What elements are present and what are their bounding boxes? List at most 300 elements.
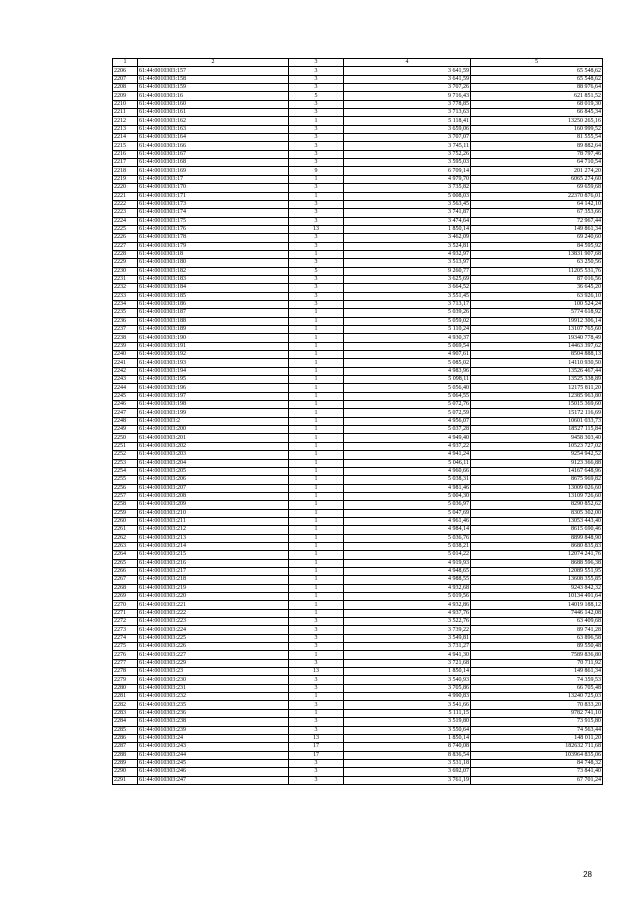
- cadastral-number-cell: 61:44:0010303:198: [138, 401, 289, 409]
- cadastral-value-cell: 63 409,68: [471, 618, 603, 626]
- table-row: [113, 75, 603, 83]
- specific-value-cell: 3 524,81: [344, 242, 471, 250]
- cadastral-number-cell: 61:44:0010303:239: [138, 726, 289, 734]
- cadastral-number-cell: 61:44:0010303:214: [138, 542, 289, 550]
- specific-value-cell: 5 038,31: [344, 476, 471, 484]
- group-cell: 1: [289, 467, 344, 475]
- cadastral-number-cell: 61:44:0010303:160: [138, 100, 289, 108]
- table-row: [113, 217, 603, 225]
- cadastral-value-cell: 13053 443,40: [471, 517, 603, 525]
- specific-value-cell: 1 850,14: [344, 225, 471, 233]
- specific-value-cell: 3 595,03: [344, 159, 471, 167]
- cadastral-value-cell: 13009 026,60: [471, 484, 603, 492]
- table-row: [113, 376, 603, 384]
- group-cell: 5: [289, 92, 344, 100]
- table-row: [113, 317, 603, 325]
- row-index-cell: 2277: [113, 659, 138, 667]
- cadastral-value-cell: 13107 765,60: [471, 326, 603, 334]
- cadastral-value-cell: 36 645,20: [471, 284, 603, 292]
- cadastral-number-cell: 61:44:0010303:235: [138, 701, 289, 709]
- group-cell: 1: [289, 317, 344, 325]
- table-row: [113, 509, 603, 517]
- specific-value-cell: 3 707,26: [344, 84, 471, 92]
- row-index-cell: 2249: [113, 426, 138, 434]
- table-row: [113, 250, 603, 258]
- cadastral-number-cell: 61:44:0010303:18: [138, 250, 289, 258]
- group-cell: 3: [289, 776, 344, 784]
- group-cell: 1: [289, 484, 344, 492]
- group-cell: 1: [289, 476, 344, 484]
- table-row: [113, 484, 603, 492]
- specific-value-cell: 4 983,96: [344, 367, 471, 375]
- group-cell: 1: [289, 584, 344, 592]
- row-index-cell: 2206: [113, 67, 138, 75]
- row-index-cell: 2238: [113, 334, 138, 342]
- group-cell: 3: [289, 100, 344, 108]
- table-row: [113, 367, 603, 375]
- cadastral-value-cell: 9782 741,10: [471, 709, 603, 717]
- table-row: [113, 351, 603, 359]
- group-cell: 3: [289, 142, 344, 150]
- row-index-cell: 2220: [113, 184, 138, 192]
- table-row: [113, 84, 603, 92]
- cadastral-number-cell: 61:44:0010303:226: [138, 643, 289, 651]
- specific-value-cell: 3 551,45: [344, 292, 471, 300]
- cadastral-value-cell: 9458 303,40: [471, 434, 603, 442]
- group-cell: 3: [289, 234, 344, 242]
- cadastral-number-cell: 61:44:0010303:178: [138, 234, 289, 242]
- cadastral-value-cell: 66 705,48: [471, 684, 603, 692]
- group-cell: 3: [289, 300, 344, 308]
- table-row: [113, 634, 603, 642]
- table-row: [113, 384, 603, 392]
- cadastral-value-cell: 65 548,62: [471, 67, 603, 75]
- group-cell: 1: [289, 559, 344, 567]
- group-cell: 5: [289, 267, 344, 275]
- cadastral-value-cell: 15172 116,69: [471, 409, 603, 417]
- cadastral-value-cell: 74 563,44: [471, 726, 603, 734]
- specific-value-cell: 3 752,26: [344, 150, 471, 158]
- specific-value-cell: 4 948,65: [344, 567, 471, 575]
- group-cell: 1: [289, 576, 344, 584]
- row-index-cell: 2248: [113, 417, 138, 425]
- cadastral-number-cell: 61:44:0010303:244: [138, 751, 289, 759]
- row-index-cell: 2287: [113, 743, 138, 751]
- group-cell: 1: [289, 417, 344, 425]
- cadastral-number-cell: 61:44:0010303:186: [138, 300, 289, 308]
- cadastral-number-cell: 61:44:0010303:224: [138, 626, 289, 634]
- cadastral-number-cell: 61:44:0010303:210: [138, 509, 289, 517]
- row-index-cell: 2221: [113, 192, 138, 200]
- cadastral-value-cell: 13608 355,85: [471, 576, 603, 584]
- cadastral-value-cell: 63 896,58: [471, 634, 603, 642]
- table-row: [113, 476, 603, 484]
- cadastral-number-cell: 61:44:0010303:191: [138, 342, 289, 350]
- specific-value-cell: 5 110,24: [344, 326, 471, 334]
- cadastral-value-cell: 11205 531,76: [471, 267, 603, 275]
- group-cell: 3: [289, 242, 344, 250]
- cadastral-value-cell: 14463 397,62: [471, 342, 603, 350]
- group-cell: 1: [289, 693, 344, 701]
- cadastral-number-cell: 61:44:0010303:232: [138, 693, 289, 701]
- cadastral-number-cell: 61:44:0010303:238: [138, 718, 289, 726]
- cadastral-value-cell: 149 861,34: [471, 668, 603, 676]
- group-cell: 1: [289, 117, 344, 125]
- specific-value-cell: 5 047,69: [344, 509, 471, 517]
- cadastral-number-cell: 61:44:0010303:176: [138, 225, 289, 233]
- specific-value-cell: 4 932,86: [344, 601, 471, 609]
- group-cell: 1: [289, 384, 344, 392]
- table-row: [113, 417, 603, 425]
- table-row: [113, 651, 603, 659]
- group-cell: 1: [289, 342, 344, 350]
- row-index-cell: 2266: [113, 567, 138, 575]
- row-index-cell: 2259: [113, 509, 138, 517]
- cadastral-number-cell: 61:44:0010303:173: [138, 200, 289, 208]
- cadastral-number-cell: 61:44:0010303:180: [138, 259, 289, 267]
- cadastral-value-cell: 70 833,20: [471, 701, 603, 709]
- page-number: 28: [583, 870, 592, 879]
- specific-value-cell: 5 036,76: [344, 534, 471, 542]
- row-index-cell: 2270: [113, 601, 138, 609]
- cadastral-value-cell: 19912 306,14: [471, 317, 603, 325]
- cadastral-number-cell: 61:44:0010303:245: [138, 759, 289, 767]
- specific-value-cell: 3 745,11: [344, 142, 471, 150]
- table-row: [113, 593, 603, 601]
- table-row: [113, 117, 603, 125]
- cadastral-number-cell: 61:44:0010303:206: [138, 476, 289, 484]
- group-cell: 1: [289, 501, 344, 509]
- table-row: [113, 534, 603, 542]
- specific-value-cell: 6 709,14: [344, 167, 471, 175]
- table-row: [113, 142, 603, 150]
- group-cell: 3: [289, 292, 344, 300]
- header-col-3: 3: [289, 59, 344, 67]
- cadastral-number-cell: 61:44:0010303:213: [138, 534, 289, 542]
- row-index-cell: 2227: [113, 242, 138, 250]
- group-cell: 1: [289, 175, 344, 183]
- group-cell: 1: [289, 334, 344, 342]
- cadastral-value-cell: 68 019,30: [471, 100, 603, 108]
- cadastral-number-cell: 61:44:0010303:205: [138, 467, 289, 475]
- table-row: [113, 326, 603, 334]
- cadastral-value-cell: 88 976,64: [471, 84, 603, 92]
- group-cell: 3: [289, 618, 344, 626]
- group-cell: 3: [289, 217, 344, 225]
- cadastral-number-cell: 61:44:0010303:194: [138, 367, 289, 375]
- table-row: [113, 684, 603, 692]
- cadastral-number-cell: 61:44:0010303:201: [138, 434, 289, 442]
- cadastral-number-cell: 61:44:0010303:203: [138, 451, 289, 459]
- header-col-4: 4: [344, 59, 471, 67]
- specific-value-cell: 3 664,52: [344, 284, 471, 292]
- row-index-cell: 2235: [113, 309, 138, 317]
- group-cell: 1: [289, 309, 344, 317]
- cadastral-number-cell: 61:44:0010303:212: [138, 526, 289, 534]
- specific-value-cell: 4 937,22: [344, 442, 471, 450]
- table-row: [113, 259, 603, 267]
- specific-value-cell: 3 474,64: [344, 217, 471, 225]
- row-index-cell: 2272: [113, 618, 138, 626]
- table-row: [113, 434, 603, 442]
- specific-value-cell: 5 069,54: [344, 342, 471, 350]
- specific-value-cell: 5 008,03: [344, 192, 471, 200]
- specific-value-cell: 5 111,15: [344, 709, 471, 717]
- specific-value-cell: 8 836,54: [344, 751, 471, 759]
- table-row: [113, 67, 603, 75]
- specific-value-cell: 3 761,19: [344, 776, 471, 784]
- row-index-cell: 2245: [113, 392, 138, 400]
- table-row: [113, 184, 603, 192]
- cadastral-number-cell: 61:44:0010303:171: [138, 192, 289, 200]
- row-index-cell: 2275: [113, 643, 138, 651]
- cadastral-value-cell: 149 861,34: [471, 225, 603, 233]
- row-index-cell: 2207: [113, 75, 138, 83]
- group-cell: 3: [289, 643, 344, 651]
- specific-value-cell: 5 038,21: [344, 542, 471, 550]
- cadastral-value-cell: 9254 942,52: [471, 451, 603, 459]
- cadastral-value-cell: 9123 366,88: [471, 459, 603, 467]
- cadastral-value-cell: 8680 835,83: [471, 542, 603, 550]
- cadastral-number-cell: 61:44:0010303:188: [138, 317, 289, 325]
- table-row: [113, 134, 603, 142]
- cadastral-number-cell: 61:44:0010303:230: [138, 676, 289, 684]
- table-row: [113, 643, 603, 651]
- row-index-cell: 2264: [113, 551, 138, 559]
- group-cell: 1: [289, 709, 344, 717]
- cadastral-number-cell: 61:44:0010303:174: [138, 209, 289, 217]
- table-row: [113, 668, 603, 676]
- specific-value-cell: 5 085,02: [344, 359, 471, 367]
- table-row: [113, 209, 603, 217]
- group-cell: 13: [289, 668, 344, 676]
- row-index-cell: 2209: [113, 92, 138, 100]
- cadastral-number-cell: 61:44:0010303:158: [138, 75, 289, 83]
- cadastral-number-cell: 61:44:0010303:193: [138, 359, 289, 367]
- row-index-cell: 2224: [113, 217, 138, 225]
- cadastral-number-cell: 61:44:0010303:168: [138, 159, 289, 167]
- row-index-cell: 2263: [113, 542, 138, 550]
- table-row: [113, 159, 603, 167]
- cadastral-value-cell: 78 797,46: [471, 150, 603, 158]
- cadastral-value-cell: 87 016,56: [471, 275, 603, 283]
- cadastral-value-cell: 13831 907,68: [471, 250, 603, 258]
- row-index-cell: 2229: [113, 259, 138, 267]
- group-cell: 1: [289, 542, 344, 550]
- specific-value-cell: 3 641,59: [344, 75, 471, 83]
- row-index-cell: 2260: [113, 517, 138, 525]
- group-cell: 1: [289, 651, 344, 659]
- row-index-cell: 2237: [113, 326, 138, 334]
- specific-value-cell: 3 721,68: [344, 659, 471, 667]
- specific-value-cell: 3 625,69: [344, 275, 471, 283]
- row-index-cell: 2273: [113, 626, 138, 634]
- specific-value-cell: 3 739,22: [344, 626, 471, 634]
- cadastral-value-cell: 70 711,92: [471, 659, 603, 667]
- table-row: [113, 92, 603, 100]
- group-cell: 1: [289, 526, 344, 534]
- table-row: [113, 467, 603, 475]
- table-row: [113, 776, 603, 784]
- cadastral-value-cell: 13526 467,44: [471, 367, 603, 375]
- group-cell: 3: [289, 259, 344, 267]
- table-row: [113, 609, 603, 617]
- cadastral-value-cell: 5774 618,92: [471, 309, 603, 317]
- row-index-cell: 2211: [113, 109, 138, 117]
- specific-value-cell: 5 037,28: [344, 426, 471, 434]
- row-index-cell: 2247: [113, 409, 138, 417]
- cadastral-number-cell: 61:44:0010303:167: [138, 150, 289, 158]
- cadastral-number-cell: 61:44:0010303:204: [138, 459, 289, 467]
- specific-value-cell: 4 949,40: [344, 434, 471, 442]
- group-cell: 3: [289, 67, 344, 75]
- table-row: [113, 584, 603, 592]
- cadastral-number-cell: 61:44:0010303:236: [138, 709, 289, 717]
- cadastral-number-cell: 61:44:0010303:16: [138, 92, 289, 100]
- row-index-cell: 2289: [113, 759, 138, 767]
- specific-value-cell: 3 735,82: [344, 184, 471, 192]
- cadastral-number-cell: 61:44:0010303:189: [138, 326, 289, 334]
- specific-value-cell: 1 850,14: [344, 668, 471, 676]
- row-index-cell: 2231: [113, 275, 138, 283]
- row-index-cell: 2282: [113, 701, 138, 709]
- specific-value-cell: 4 981,46: [344, 484, 471, 492]
- group-cell: 1: [289, 517, 344, 525]
- row-index-cell: 2265: [113, 559, 138, 567]
- group-cell: 3: [289, 109, 344, 117]
- specific-value-cell: 4 941,24: [344, 451, 471, 459]
- group-cell: 1: [289, 459, 344, 467]
- header-col-2: 2: [138, 59, 289, 67]
- table-row: [113, 459, 603, 467]
- cadastral-number-cell: 61:44:0010303:219: [138, 584, 289, 592]
- row-index-cell: 2223: [113, 209, 138, 217]
- table-row: [113, 401, 603, 409]
- cadastral-value-cell: 89 741,28: [471, 626, 603, 634]
- cadastral-value-cell: 69 659,68: [471, 184, 603, 192]
- cadastral-value-cell: 8899 848,90: [471, 534, 603, 542]
- specific-value-cell: 4 961,46: [344, 517, 471, 525]
- table-row: [113, 768, 603, 776]
- cadastral-number-cell: 61:44:0010303:163: [138, 125, 289, 133]
- cadastral-value-cell: 64 142,10: [471, 200, 603, 208]
- cadastral-value-cell: 6065 274,60: [471, 175, 603, 183]
- specific-value-cell: 3 550,64: [344, 726, 471, 734]
- table-row: [113, 618, 603, 626]
- specific-value-cell: 3 778,85: [344, 100, 471, 108]
- specific-value-cell: 3 541,66: [344, 701, 471, 709]
- cadastral-value-cell: 14167 648,96: [471, 467, 603, 475]
- row-index-cell: 2280: [113, 684, 138, 692]
- row-index-cell: 2288: [113, 751, 138, 759]
- table-row: [113, 275, 603, 283]
- cadastral-number-cell: 61:44:0010303:199: [138, 409, 289, 417]
- cadastral-value-cell: 19340 778,49: [471, 334, 603, 342]
- cadastral-number-cell: 61:44:0010303:187: [138, 309, 289, 317]
- group-cell: 1: [289, 192, 344, 200]
- specific-value-cell: 4 988,55: [344, 576, 471, 584]
- table-row: [113, 309, 603, 317]
- group-cell: 1: [289, 551, 344, 559]
- cadastral-number-cell: 61:44:0010303:225: [138, 634, 289, 642]
- group-cell: 1: [289, 492, 344, 500]
- group-cell: 1: [289, 359, 344, 367]
- cadastral-number-cell: 61:44:0010303:243: [138, 743, 289, 751]
- cadastral-number-cell: 61:44:0010303:2: [138, 417, 289, 425]
- specific-value-cell: 4 979,70: [344, 175, 471, 183]
- specific-value-cell: 9 260,77: [344, 267, 471, 275]
- table-row: [113, 200, 603, 208]
- row-index-cell: 2286: [113, 734, 138, 742]
- group-cell: 3: [289, 626, 344, 634]
- group-cell: 3: [289, 684, 344, 692]
- row-index-cell: 2212: [113, 117, 138, 125]
- table-row: [113, 759, 603, 767]
- cadastral-number-cell: 61:44:0010303:24: [138, 734, 289, 742]
- cadastral-number-cell: 61:44:0010303:223: [138, 618, 289, 626]
- group-cell: 3: [289, 75, 344, 83]
- table-row: [113, 409, 603, 417]
- table-row: [113, 100, 603, 108]
- specific-value-cell: 5 064,55: [344, 392, 471, 400]
- row-index-cell: 2285: [113, 726, 138, 734]
- group-cell: 1: [289, 434, 344, 442]
- table-row: [113, 242, 603, 250]
- table-row: [113, 626, 603, 634]
- group-cell: 1: [289, 351, 344, 359]
- specific-value-cell: 8 740,08: [344, 743, 471, 751]
- specific-value-cell: 3 462,09: [344, 234, 471, 242]
- group-cell: 1: [289, 426, 344, 434]
- table-row: [113, 751, 603, 759]
- group-cell: 3: [289, 150, 344, 158]
- cadastral-value-cell: 13525 338,89: [471, 376, 603, 384]
- row-index-cell: 2252: [113, 451, 138, 459]
- cadastral-value-cell: 84 748,32: [471, 759, 603, 767]
- cadastral-value-cell: 7589 836,80: [471, 651, 603, 659]
- group-cell: 17: [289, 743, 344, 751]
- cadastral-number-cell: 61:44:0010303:175: [138, 217, 289, 225]
- row-index-cell: 2241: [113, 359, 138, 367]
- table-row: [113, 426, 603, 434]
- cadastral-number-cell: 61:44:0010303:231: [138, 684, 289, 692]
- group-cell: 13: [289, 225, 344, 233]
- specific-value-cell: 5 098,11: [344, 376, 471, 384]
- row-index-cell: 2291: [113, 776, 138, 784]
- specific-value-cell: 1 850,14: [344, 734, 471, 742]
- cadastral-value-cell: 8688 596,38: [471, 559, 603, 567]
- specific-value-cell: 5 036,97: [344, 501, 471, 509]
- row-index-cell: 2256: [113, 484, 138, 492]
- row-index-cell: 2268: [113, 584, 138, 592]
- cadastral-number-cell: 61:44:0010303:23: [138, 668, 289, 676]
- table-row: [113, 492, 603, 500]
- row-index-cell: 2274: [113, 634, 138, 642]
- group-cell: 1: [289, 534, 344, 542]
- cadastral-value-cell: 10523 727,02: [471, 442, 603, 450]
- specific-value-cell: 5 046,11: [344, 459, 471, 467]
- cadastral-number-cell: 61:44:0010303:209: [138, 501, 289, 509]
- row-index-cell: 2244: [113, 384, 138, 392]
- specific-value-cell: 4 960,66: [344, 467, 471, 475]
- row-index-cell: 2225: [113, 225, 138, 233]
- cadastral-value-cell: 63 926,10: [471, 292, 603, 300]
- specific-value-cell: 5 004,30: [344, 492, 471, 500]
- group-cell: 1: [289, 409, 344, 417]
- row-index-cell: 2240: [113, 351, 138, 359]
- row-index-cell: 2214: [113, 134, 138, 142]
- table-row: [113, 501, 603, 509]
